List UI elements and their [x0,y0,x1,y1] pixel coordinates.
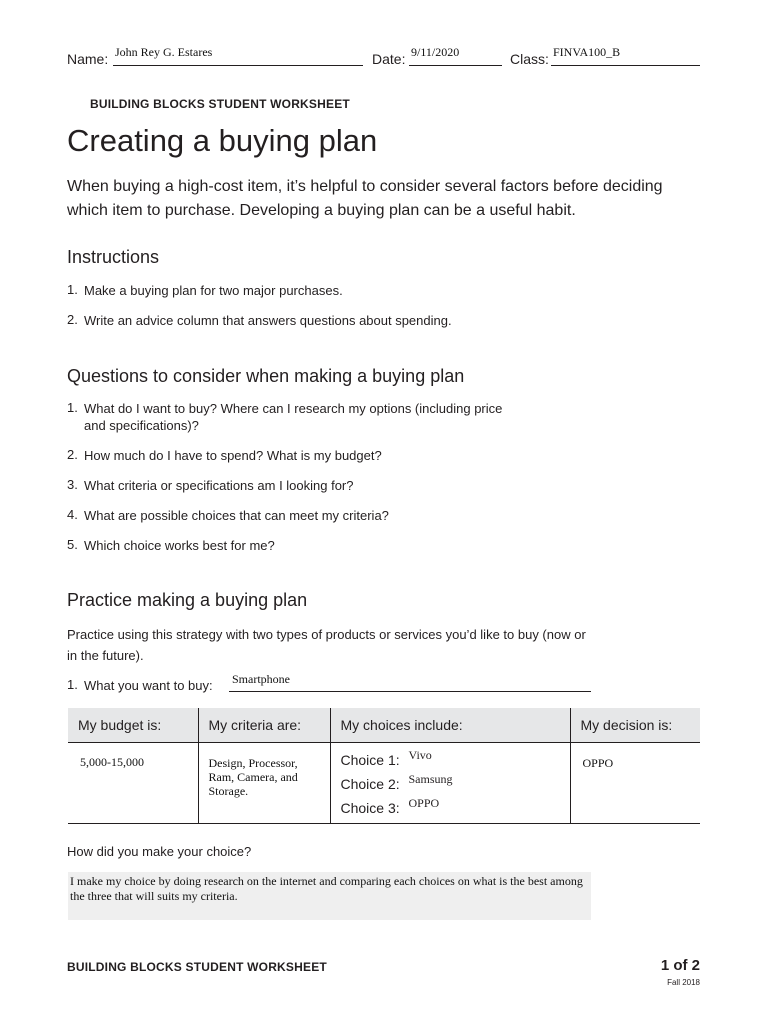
intro-paragraph: When buying a high-cost item, it’s helpful to consider several factors before deciding which item to purchase. Developing a buying plan can be a useful habit. [67,178,663,219]
want-value: Smartphone [232,672,290,686]
list-item [67,400,527,436]
list-text: What are possible choices that can meet my criteria? [84,508,389,523]
choice-label: Choice 2: [340,776,400,792]
choice-label: Choice 1: [340,752,400,768]
choice-row [331,771,570,795]
date-underline[interactable] [409,65,502,66]
instructions-heading: Instructions [67,247,160,267]
list-text: Write an advice column that answers questions about spending. [84,313,452,328]
choice-value: OPPO [408,796,440,810]
list-number: 1. [67,282,78,297]
list-number: 1. [67,677,78,692]
list-number: 2. [67,312,78,327]
criteria-header: My criteria are: [198,708,330,743]
class-value: FINVA100_B [553,45,621,59]
budget-cell[interactable] [68,743,198,824]
choice-row [331,747,570,771]
list-item [67,312,707,330]
list-number: 5. [67,537,78,552]
budget-header: My budget is: [68,708,198,743]
name-underline[interactable] [113,65,363,66]
want-underline[interactable] [229,691,591,692]
footer-label: BUILDING BLOCKS STUDENT WORKSHEET [67,960,327,974]
practice-heading: Practice making a buying plan [67,590,308,610]
date-value: 9/11/2020 [411,45,460,59]
list-text: Which choice works best for me? [84,538,275,553]
name-value: John Rey G. Estares [115,45,213,59]
questions-heading: Questions to consider when making a buying plan [67,366,465,386]
budget-value: 5,000-15,000 [80,755,144,769]
list-number: 1. [67,400,78,415]
list-item [67,447,707,465]
buying-plan-table [68,708,700,824]
page-title: Creating a buying plan [67,123,378,158]
class-underline[interactable] [551,65,700,66]
choice-row [331,795,570,819]
choice-value: Vivo [408,748,432,762]
want-label: What you want to buy: [84,678,213,693]
list-text: What do I want to buy? Where can I research my options (including price and specifications)? [84,401,503,433]
list-item [67,477,707,495]
choice-value: Samsung [408,772,453,786]
list-number: 3. [67,477,78,492]
criteria-cell[interactable] [198,743,330,824]
worksheet-eyebrow: BUILDING BLOCKS STUDENT WORKSHEET [90,97,350,111]
list-text: What criteria or specifications am I looking for? [84,478,354,493]
list-item [67,507,707,525]
list-text: How much do I have to spend? What is my budget? [84,448,382,463]
practice-description: Practice using this strategy with two types of products or services you’d like to buy (now or in the future). [67,627,586,663]
list-number: 2. [67,447,78,462]
list-item [67,537,707,555]
page-number: 1 of 2 [660,957,700,974]
choices-header: My choices include: [330,708,570,743]
list-number: 4. [67,507,78,522]
edition-season: Fall 2018 [667,978,700,987]
decision-header: My decision is: [570,708,700,743]
how-question: How did you make your choice? [67,844,252,859]
list-item [67,282,707,300]
date-label: Date: [372,51,406,67]
how-answer-box[interactable]: I make my choice by doing research on the internet and comparing each choices on what is the best among the three that will suits my criteria. [68,872,591,920]
list-text: Make a buying plan for two major purchases. [84,283,343,298]
class-label: Class: [510,51,549,67]
criteria-value: Design, Processor, Ram, Camera, and Storage. [208,756,298,798]
name-label: Name: [67,51,109,67]
choices-cell[interactable] [330,743,570,824]
decision-cell[interactable] [570,743,700,824]
choice-label: Choice 3: [340,800,400,816]
decision-value: OPPO [582,756,614,770]
